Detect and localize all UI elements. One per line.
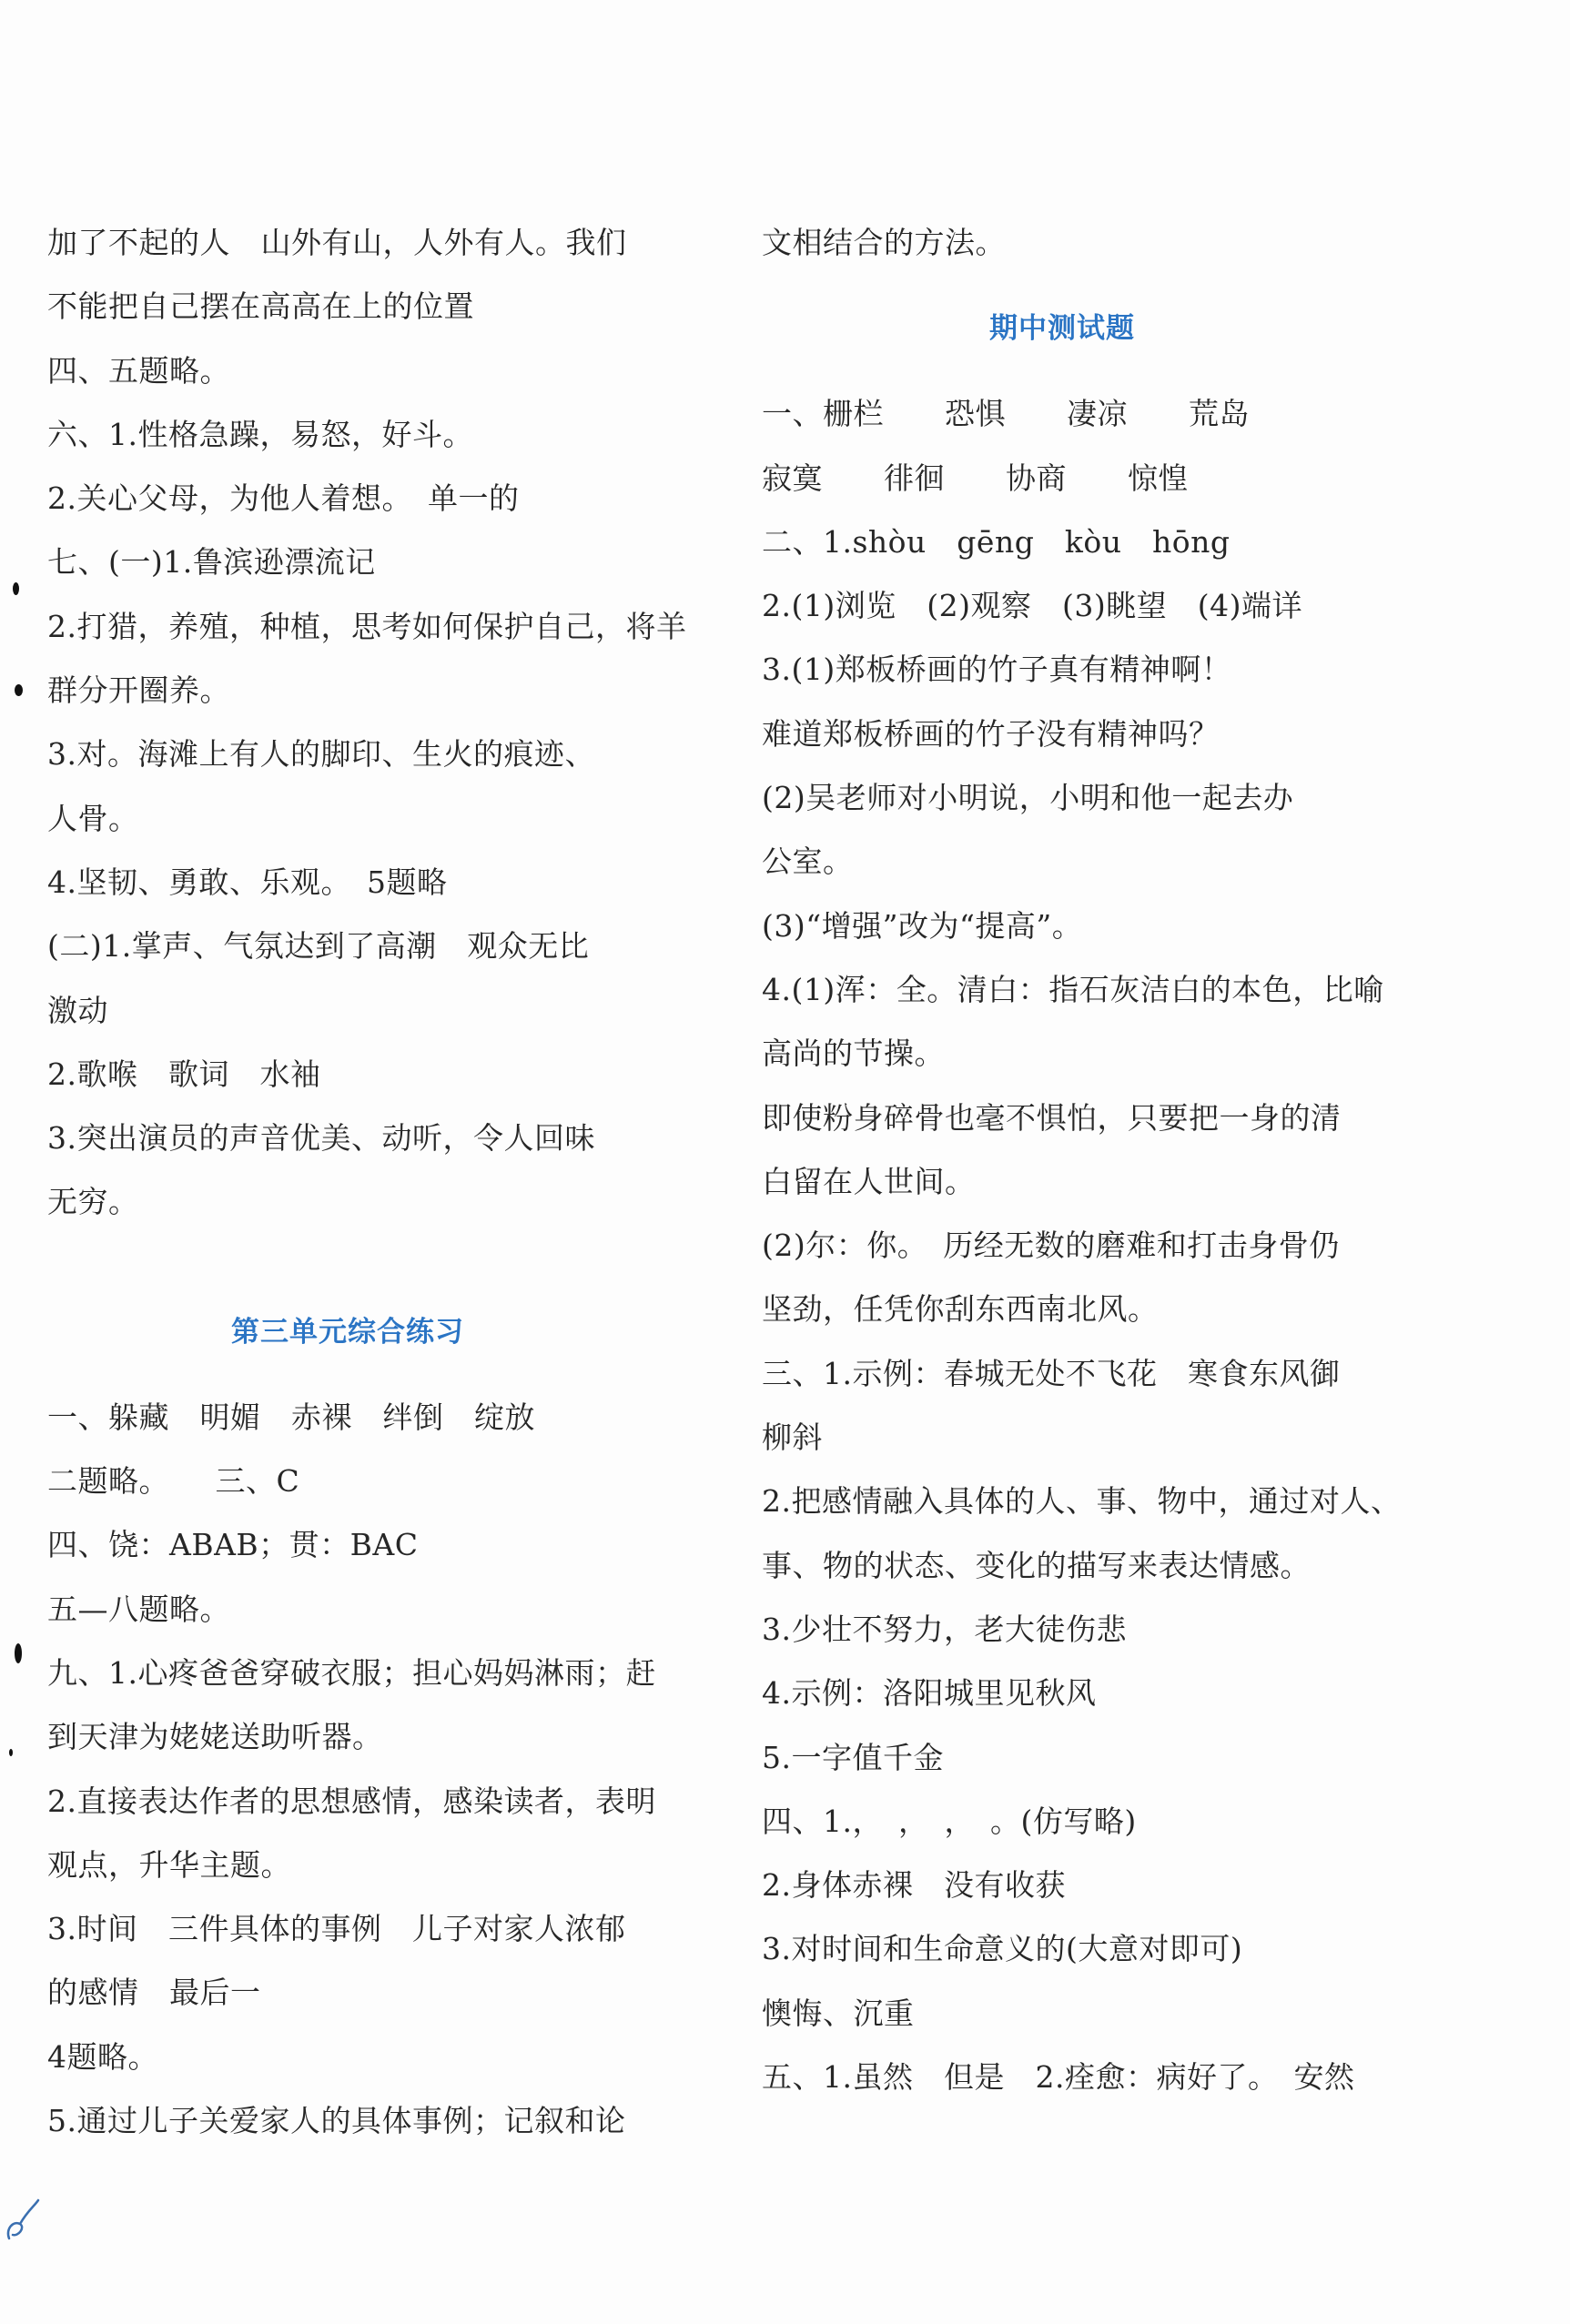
- scan-mark: [13, 582, 19, 595]
- answer-line: 2.(1)浏览 (2)观察 (3)眺望 (4)端详: [762, 588, 1302, 624]
- answer-line: 3.对。海滩上有人的脚印、生火的痕迹、: [47, 736, 595, 773]
- section-title-unit-3: 第三单元综合练习: [231, 1315, 464, 1349]
- answer-line: 2.打猎，养殖，种植，思考如何保护自己，将羊: [47, 608, 687, 644]
- answer-line: 5.一字值千金: [762, 1739, 944, 1775]
- answer-line: 4.(1)浑：全。清白：指石灰洁白的本色，比喻: [762, 971, 1384, 1007]
- answer-line: 的感情 最后一: [47, 1975, 261, 2011]
- answer-line: 四、五题略。: [47, 352, 230, 389]
- scan-mark: [15, 1643, 22, 1663]
- answer-line: 2.直接表达作者的思想感情，感染读者，表明: [47, 1783, 656, 1819]
- answer-line: 二、1.shòu gēng kòu hōng: [762, 523, 1231, 560]
- section-gap: [47, 1235, 648, 1278]
- answer-line: 即使粉身碎骨也毫不惧怕，只要把一身的清: [762, 1099, 1342, 1136]
- answer-line: 难道郑板桥画的竹子没有精神吗？: [762, 715, 1220, 752]
- left-column: [47, 211, 687, 2153]
- section-title-midterm: 期中测试题: [989, 312, 1135, 346]
- answer-line: 四、1.， ， ， 。(仿写略): [762, 1803, 1137, 1839]
- scan-mark: [9, 1749, 13, 1756]
- answer-line: 3.时间 三件具体的事例 儿子对家人浓郁: [47, 1911, 626, 1947]
- answer-line: 四、饶：ABAB；贯：BAC: [47, 1527, 419, 1563]
- answer-line: 群分开圈养。: [47, 672, 230, 709]
- answer-line: 2.关心父母，为他人着想。 单一的: [47, 480, 520, 517]
- answer-line: 事、物的状态、变化的描写来表达情感。: [762, 1547, 1311, 1583]
- answer-line: 一、躲藏 明媚 赤裸 绊倒 绽放: [47, 1399, 535, 1435]
- answer-line: 2.把感情融入具体的人、事、物中，通过对人、: [762, 1483, 1402, 1520]
- answer-line: 人骨。: [47, 800, 139, 836]
- right-column: [762, 211, 1402, 2109]
- answer-line: 坚劲，任凭你刮东西南北风。: [762, 1291, 1159, 1328]
- answer-line: 到天津为姥姥送助听器。: [47, 1719, 383, 1755]
- answer-line: 高尚的节操。: [762, 1036, 945, 1072]
- answer-line: 五、1.虽然 但是 2.痊愈：病好了。 安然: [762, 2059, 1355, 2096]
- answer-line: 七、(一)1.鲁滨逊漂流记: [47, 544, 376, 581]
- scan-mark: [15, 684, 23, 696]
- answer-line: 3.对时间和生命意义的(大意对即可): [762, 1931, 1243, 1967]
- answer-line: 激动: [47, 992, 108, 1028]
- right-answers-part-1: [762, 211, 1362, 275]
- answer-line: (2)吴老师对小明说，小明和他一起去办: [762, 780, 1294, 816]
- answer-line: 五—八题略。: [47, 1591, 230, 1627]
- answer-line: 懊悔、沉重: [762, 1995, 915, 2031]
- answer-line: 4.坚韧、勇敢、乐观。 5题略: [47, 864, 448, 900]
- answer-line: 公室。: [762, 844, 854, 880]
- answer-line: 九、1.心疼爸爸穿破衣服；担心妈妈淋雨；赶: [47, 1654, 656, 1691]
- answer-line: 5.通过儿子关爱家人的具体事例；记叙和论: [47, 2103, 626, 2139]
- answer-line: 加了不起的人 山外有山，人外有人。我们: [47, 225, 627, 260]
- right-answers-part-2: [762, 382, 1402, 2109]
- answer-line: 观点，升华主题。: [47, 1846, 291, 1883]
- answer-line: 4题略。: [47, 2038, 158, 2075]
- left-answers-part-1: [47, 211, 687, 1235]
- answer-line: 3.少壮不努力，老大徒伤悲: [762, 1611, 1127, 1647]
- answer-line: 一、栅栏 恐惧 凄凉 荒岛: [762, 396, 1250, 432]
- answer-line: 无穷。: [47, 1184, 139, 1220]
- answer-line: 不能把自己摆在高高在上的位置: [47, 288, 474, 325]
- answer-line: 3.突出演员的声音优美、动听，令人回味: [47, 1120, 595, 1157]
- answer-line: (二)1.掌声、气氛达到了高潮 观众无比: [47, 928, 590, 965]
- left-answers-part-2: [47, 1386, 656, 2154]
- answer-line: 2.歌喉 歌词 水袖: [47, 1056, 321, 1092]
- answer-line: 二题略。 三、C: [47, 1463, 300, 1500]
- answer-line: (2)尔：你。 历经无数的磨难和打击身骨仍: [762, 1228, 1340, 1264]
- decorative-swirl-icon: [2, 2193, 47, 2248]
- answer-line: 文相结合的方法。: [762, 225, 1006, 260]
- answer-line: 3.(1)郑板桥画的竹子真有精神啊！: [762, 652, 1232, 688]
- answer-line: (3)“增强”改为“提高”。: [762, 907, 1083, 944]
- answer-line: 4.示例：洛阳城里见秋风: [762, 1675, 1097, 1712]
- answer-line: 寂寞 徘徊 协商 惊惶: [762, 460, 1189, 496]
- answer-line: 柳斜: [762, 1420, 823, 1456]
- answer-line: 2.身体赤裸 没有收获: [762, 1867, 1066, 1904]
- answer-line: 六、1.性格急躁，易怒，好斗。: [47, 416, 473, 452]
- answer-line: 白留在人世间。: [762, 1163, 976, 1199]
- answer-line: 三、1.示例：春城无处不飞花 寒食东风御: [762, 1355, 1341, 1391]
